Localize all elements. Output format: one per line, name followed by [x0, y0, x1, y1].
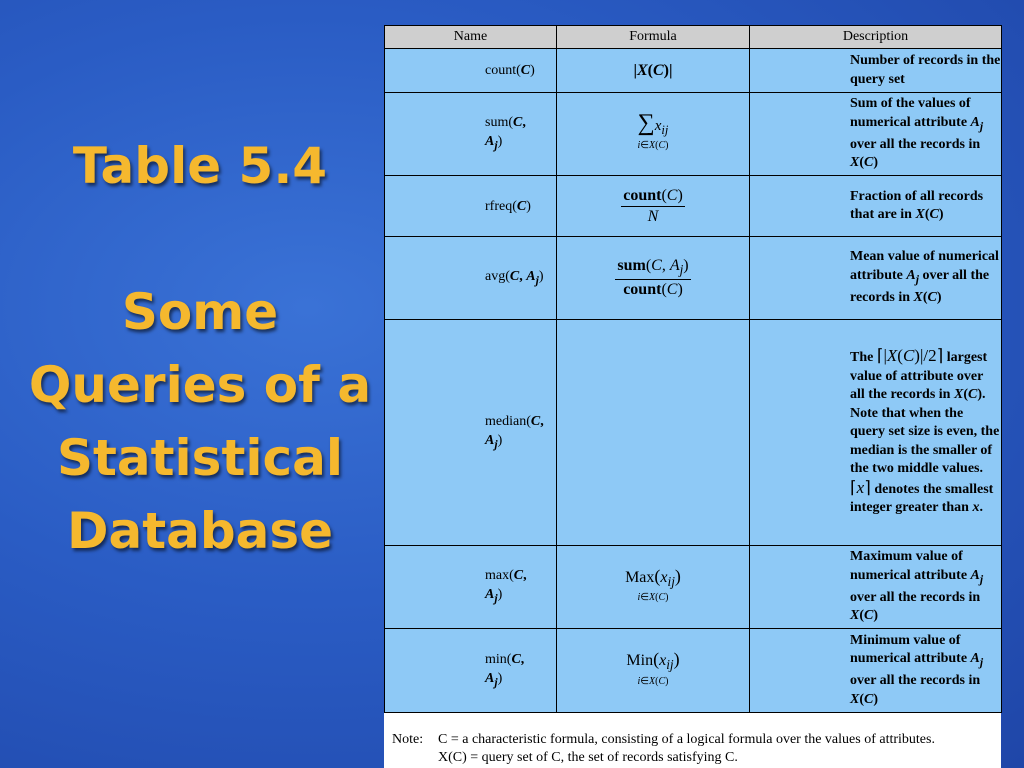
table-panel: [384, 25, 1001, 768]
queries-table: [384, 25, 1002, 713]
row-formula: |X(C)|: [557, 49, 750, 93]
header-description: Description: [750, 26, 1002, 49]
note-line: X(C) = query set of C, the set of records satisfying C.: [438, 750, 738, 765]
note-line: C = a characteristic formula, consisting of a logical formula over the values of attributes.: [438, 732, 935, 747]
table-row: [385, 629, 1002, 713]
row-formula: $\sum x_{ij}$ i∈X(C): [557, 93, 750, 176]
row-description: Fraction of all records that are in X(C): [750, 176, 1002, 237]
row-name: min(C, $A_j$): [385, 629, 557, 713]
row-description: The ⌈|X(C)|/2⌉ largest value of attribute over all the records in X(C). Note that when the query set size is even, the median is the smaller of the two middle values. ⌈x⌉ denotes the smallest integer greater than x.: [750, 320, 1002, 546]
title-line: Some: [121, 283, 279, 341]
header-name: Name: [385, 26, 557, 49]
row-formula: $\frac{\text{count(C)}}{N}$: [557, 176, 750, 237]
note-label: Note:: [392, 732, 424, 747]
slide-title: [20, 130, 380, 568]
table-row: [385, 176, 1002, 237]
title-line: Queries of a: [28, 356, 372, 414]
row-description: Number of records in the query set: [750, 49, 1002, 93]
table-header-row: [385, 26, 1002, 49]
title-line: Statistical: [56, 429, 343, 487]
row-name: avg(C, $A_j$): [385, 237, 557, 320]
title-spacer: [20, 203, 380, 276]
row-description: Maximum value of numerical attribute $A_j$ over all the records in X(C): [750, 546, 1002, 629]
row-formula: $Min(x_{ij})$ i∈X(C): [557, 629, 750, 713]
row-name: count(C): [385, 49, 557, 93]
row-name: max(C, $A_j$): [385, 546, 557, 629]
row-formula: [557, 320, 750, 546]
table-row: [385, 49, 1002, 93]
row-formula: $Max(x_{ij})$ i∈X(C): [557, 546, 750, 629]
table-note: [392, 731, 997, 767]
row-name: rfreq(C): [385, 176, 557, 237]
table-row: [385, 320, 1002, 546]
row-name: median(C, $A_j$): [385, 320, 557, 546]
table-row: [385, 546, 1002, 629]
header-formula: Formula: [557, 26, 750, 49]
row-description: Minimum value of numerical attribute $A_j$ over all the records in X(C): [750, 629, 1002, 713]
row-description: Sum of the values of numerical attribute $A_j$ over all the records in X(C): [750, 93, 1002, 176]
row-formula: $\frac{sum(C, A_j)}{\text{count(C)}}$: [557, 237, 750, 320]
table-row: [385, 237, 1002, 320]
title-line: Table 5.4: [72, 137, 328, 195]
row-name: sum(C, $A_j$): [385, 93, 557, 176]
table-row: [385, 93, 1002, 176]
title-line: Database: [66, 502, 334, 560]
row-description: Mean value of numerical attribute $A_j$ over all the records in X(C): [750, 237, 1002, 320]
